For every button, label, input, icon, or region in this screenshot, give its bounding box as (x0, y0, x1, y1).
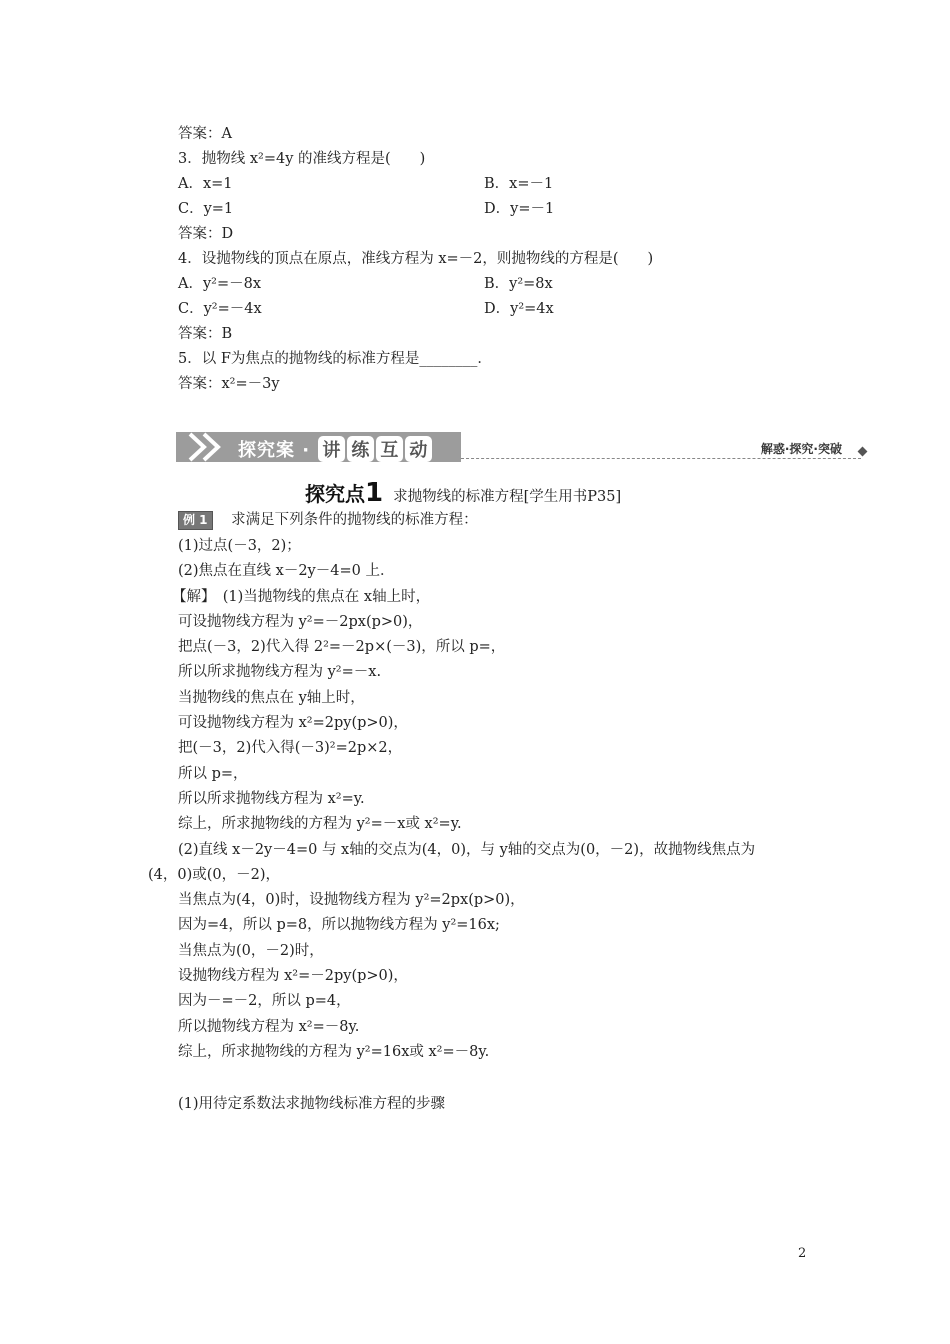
example-tag: 例 1 (178, 511, 213, 530)
banner-right-tag: 解惑·探究·突破 (760, 442, 842, 456)
solution-line-4: 所以所求抛物线方程为 y²=－x. (178, 664, 382, 680)
q4-option-a: A．y²=－8x (178, 276, 262, 292)
solution-line-2: 可设抛物线方程为 y²=－2px(p>0)， (178, 614, 423, 630)
section-number: 1 (365, 478, 384, 508)
page-number: 2 (798, 1246, 807, 1261)
solution-line-12: (4，0)或(0，－2)， (148, 867, 281, 883)
example-condition-2: (2)焦点在直线 x－2y－4=0 上． (178, 563, 395, 579)
solution-line-3: 把点(－3，2)代入得 2²=－2p×(－3)，所以 p=， (178, 639, 506, 655)
solution-line-1: 【解】 (1)当抛物线的焦点在 x轴上时， (172, 589, 431, 605)
example-condition-1: (1)过点(－3，2)； (178, 538, 301, 554)
question-3: 3．抛物线 x²=4y 的准线方程是( ) (178, 151, 426, 167)
banner-char-1: 讲 (318, 436, 345, 462)
section-title: 求抛物线的标准方程[学生用书P35] (393, 489, 622, 505)
q4-option-c: C．y²=－4x (178, 301, 262, 317)
solution-line-9: 所以所求抛物线方程为 x²=y. (178, 791, 365, 807)
solution-line-8: 所以 p=， (178, 766, 248, 782)
q3-option-b: B．x=－1 (484, 176, 554, 192)
q3-option-d: D．y=－1 (484, 201, 555, 217)
double-chevron-icon (184, 432, 244, 462)
q4-option-b: B．y²=8x (484, 276, 553, 292)
solution-line-10: 综上，所求抛物线的方程为 y²=－x或 x²=y. (178, 816, 462, 832)
answer-5: 答案：x²=－3y (178, 376, 280, 392)
banner-dotted-rule (461, 458, 861, 459)
solution-line-14: 因为=4，所以 p=8，所以抛物线方程为 y²=16x; (178, 917, 500, 933)
section-banner (176, 430, 868, 466)
answer-2: 答案：A (178, 126, 232, 142)
q3-option-c: C．y=1 (178, 201, 234, 217)
solution-line-6: 可设抛物线方程为 x²=2py(p>0)， (178, 715, 408, 731)
question-4: 4．设抛物线的顶点在原点，准线方程为 x=－2，则抛物线的方程是( ) (178, 251, 654, 267)
solution-line-11: (2)直线 x－2y－4=0 与 x轴的交点为(4，0)，与 y轴的交点为(0，－2)，故抛物线焦点为 (178, 842, 756, 858)
solution-line-7: 把(－3，2)代入得(－3)²=2p×2， (178, 740, 403, 756)
solution-line-18: 所以抛物线方程为 x²=－8y. (178, 1019, 360, 1035)
solution-line-5: 当抛物线的焦点在 y轴上时， (178, 690, 365, 706)
answer-4: 答案：B (178, 326, 233, 342)
banner-title-part1: 探究案 (238, 440, 295, 461)
banner-band (176, 432, 461, 462)
answer-3: 答案：D (178, 226, 234, 242)
section-heading (305, 478, 621, 508)
q3-option-a: A．x=1 (178, 176, 233, 192)
section-label: 探究点 (305, 482, 365, 506)
banner-char-2: 练 (347, 436, 374, 462)
example-question-line (178, 510, 478, 530)
solution-line-16: 设抛物线方程为 x²=－2py(p>0)， (178, 968, 408, 984)
banner-char-3: 互 (376, 436, 403, 462)
diamond-icon (858, 447, 868, 457)
method-note: (1)用待定系数法求抛物线标准方程的步骤 (178, 1096, 446, 1112)
banner-dot: · (302, 440, 311, 461)
q4-option-d: D．y²=4x (484, 301, 554, 317)
solution-line-13: 当焦点为(4，0)时，设抛物线方程为 y²=2px(p>0)， (178, 892, 525, 908)
question-5: 5．以 F为焦点的抛物线的标准方程是________． (178, 351, 492, 367)
example-question: 求满足下列条件的抛物线的标准方程： (231, 512, 478, 528)
banner-title (238, 436, 433, 462)
solution-line-19: 综上，所求抛物线的方程为 y²=16x或 x²=－8y. (178, 1044, 490, 1060)
solution-line-15: 当焦点为(0，－2)时， (178, 943, 324, 959)
solution-line-17: 因为－=－2，所以 p=4， (178, 993, 351, 1009)
banner-char-4: 动 (405, 436, 432, 462)
